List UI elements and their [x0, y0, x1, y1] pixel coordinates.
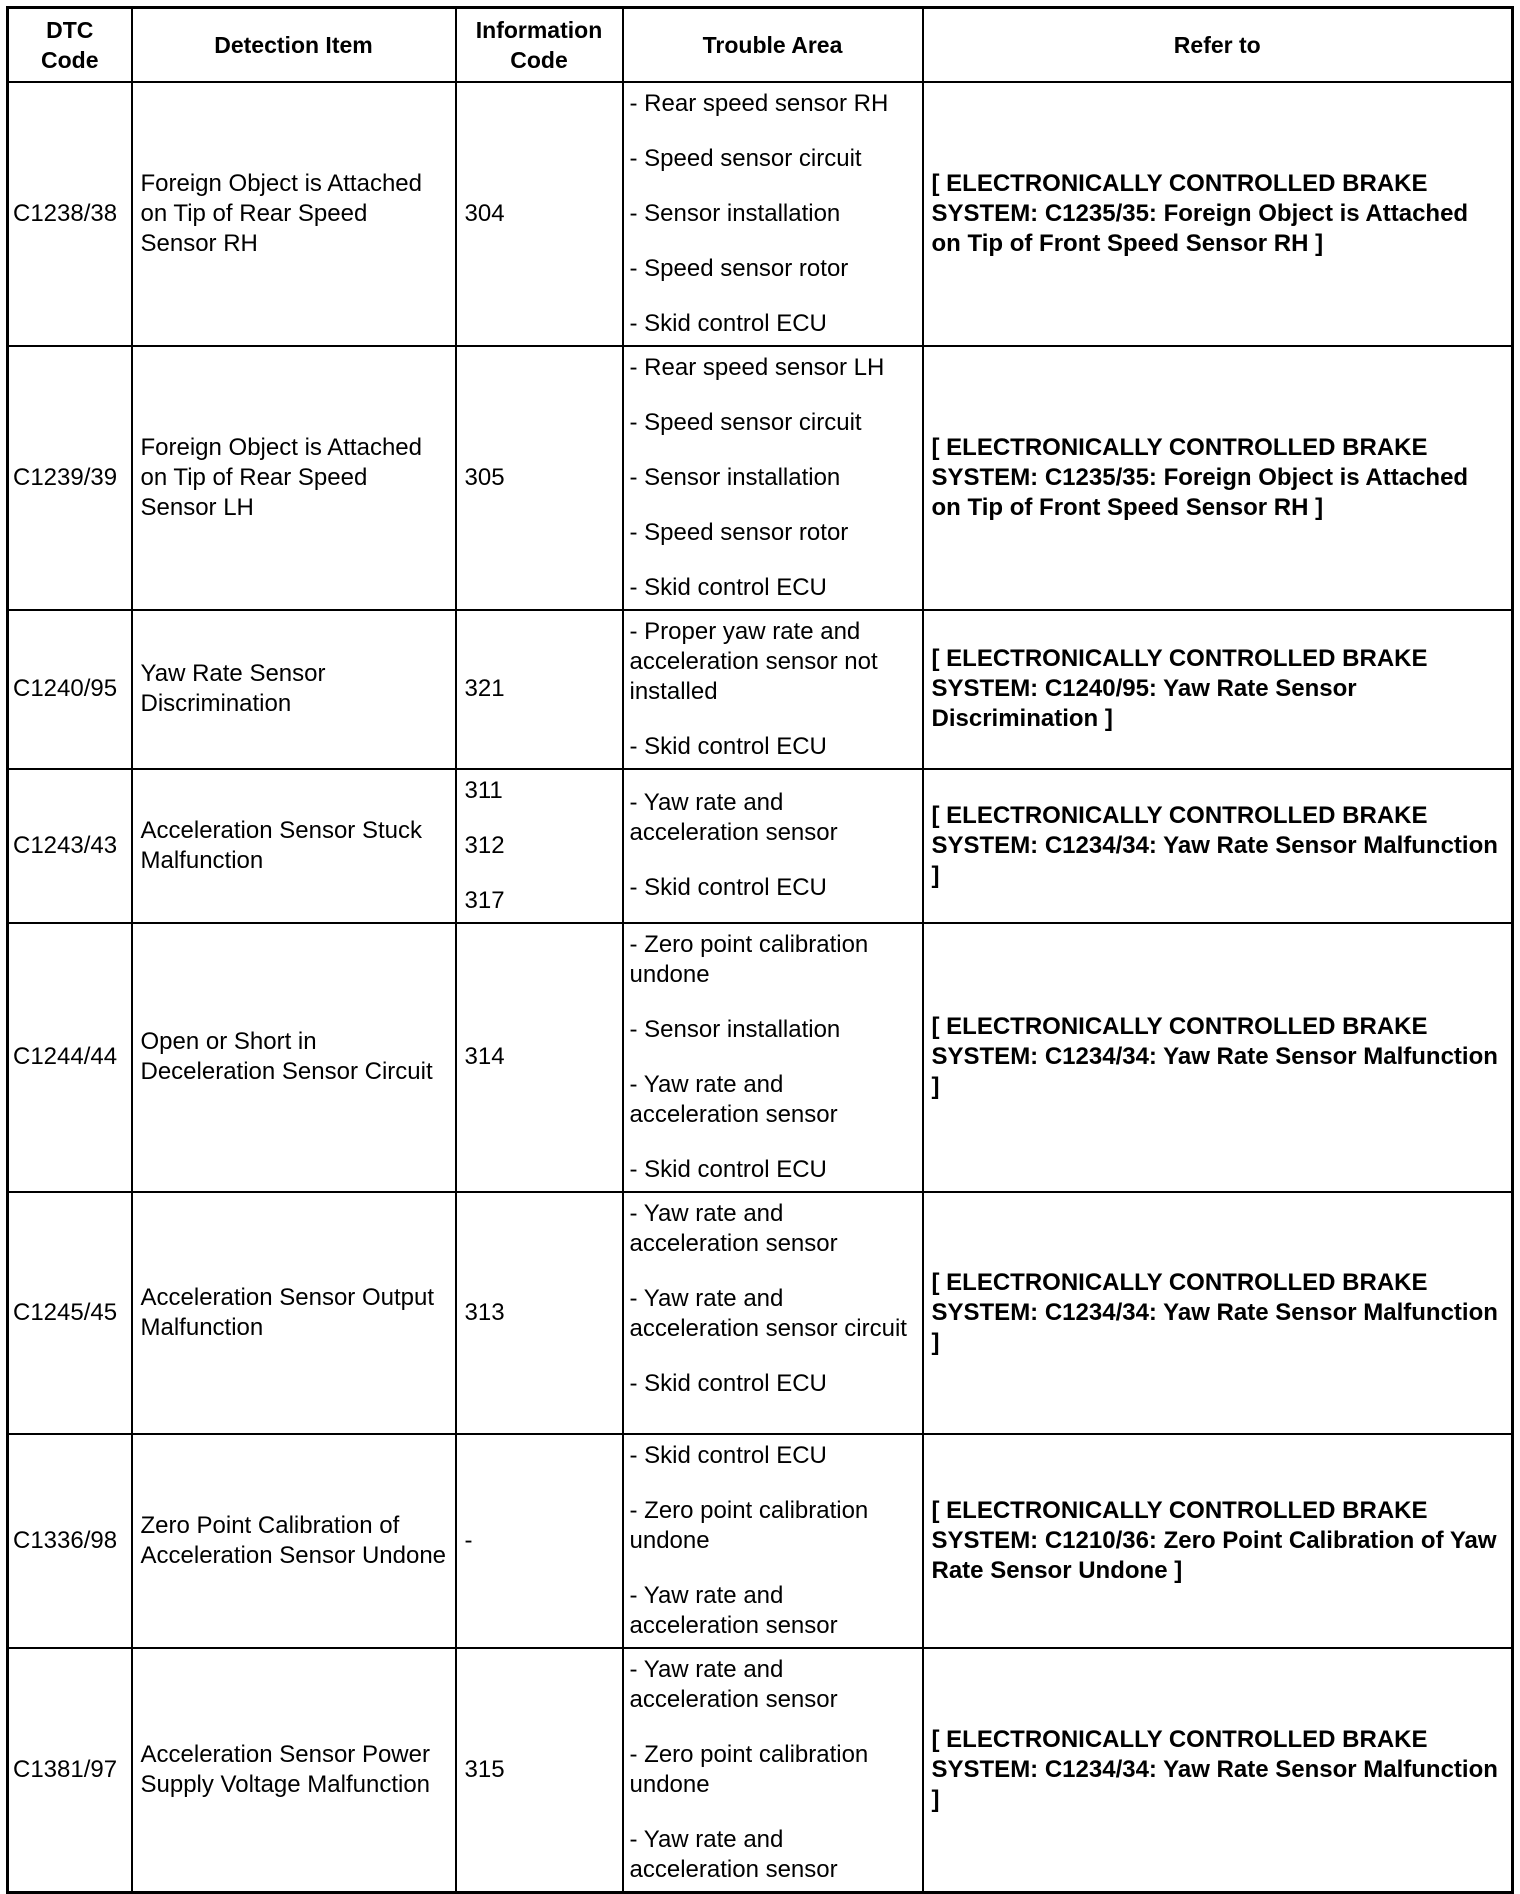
information-code: 312 [464, 831, 505, 859]
information-code: 313 [464, 1298, 505, 1326]
information-code-cell [456, 923, 623, 1192]
dtc-code-cell: C1336/98 [8, 1434, 132, 1648]
trouble-area-item: - Skid control ECU [629, 1155, 827, 1183]
table-row [8, 923, 1513, 1192]
trouble-area-cell [623, 1192, 923, 1434]
table-header [8, 8, 1513, 82]
dtc-code-cell: C1240/95 [8, 610, 132, 769]
trouble-area-cell [623, 923, 923, 1192]
trouble-area-item: - Speed sensor circuit [629, 144, 862, 172]
detection-item-cell: Yaw Rate Sensor Discrimination [132, 610, 456, 769]
table-row [8, 1648, 1513, 1893]
refer-to-link[interactable]: [ ELECTRONICALLY CONTROLLED BRAKE SYSTEM: C1234/34: Yaw Rate Sensor Malfunction ] [923, 769, 1513, 923]
detection-item-cell: Acceleration Sensor Output Malfunction [132, 1192, 456, 1434]
trouble-area-item: - Skid control ECU [629, 874, 827, 901]
detection-item-cell: Foreign Object is Attached on Tip of Rear Speed Sensor LH [132, 346, 456, 610]
trouble-area-item: - Speed sensor circuit [629, 408, 862, 436]
dtc-code-cell: C1244/44 [8, 923, 132, 1192]
refer-to-link[interactable]: [ ELECTRONICALLY CONTROLLED BRAKE SYSTEM: C1234/34: Yaw Rate Sensor Malfunction ] [923, 923, 1513, 1192]
detection-item-cell: Open or Short in Deceleration Sensor Circuit [132, 923, 456, 1192]
trouble-area-item: - Skid control ECU [629, 573, 827, 601]
dtc-code-cell: C1245/45 [8, 1192, 132, 1434]
trouble-area-item: - Zero point calibration undone [629, 1496, 869, 1554]
refer-to-link[interactable]: [ ELECTRONICALLY CONTROLLED BRAKE SYSTEM: C1235/35: Foreign Object is Attached on Tip of Front Speed Sensor RH ] [923, 82, 1513, 346]
information-code-cell [456, 1434, 623, 1648]
information-code-cell [456, 610, 623, 769]
trouble-area-cell [623, 1434, 923, 1648]
trouble-area-item: - Speed sensor rotor [629, 518, 849, 546]
dtc-code-cell: C1239/39 [8, 346, 132, 610]
information-code: - [464, 1526, 473, 1554]
information-code: 315 [464, 1755, 505, 1783]
trouble-area-item: - Sensor installation [629, 1015, 841, 1043]
refer-to-link[interactable]: [ ELECTRONICALLY CONTROLLED BRAKE SYSTEM: C1234/34: Yaw Rate Sensor Malfunction ] [923, 1192, 1513, 1434]
detection-item-cell: Acceleration Sensor Power Supply Voltage Malfunction [132, 1648, 456, 1893]
trouble-area-item: - Yaw rate and acceleration sensor [629, 1825, 838, 1883]
trouble-area-item: - Sensor installation [629, 199, 841, 227]
trouble-area-item: - Rear speed sensor RH [629, 89, 889, 117]
trouble-area-cell [623, 769, 923, 923]
information-code: 311 [464, 776, 503, 804]
header-refer-to: Refer to [923, 8, 1513, 82]
dtc-code-cell: C1381/97 [8, 1648, 132, 1893]
trouble-area-item: - Yaw rate and acceleration sensor [629, 1199, 838, 1257]
table-row [8, 1192, 1513, 1434]
information-code: 305 [464, 463, 505, 491]
table-row [8, 346, 1513, 610]
dtc-code-cell: C1238/38 [8, 82, 132, 346]
dtc-table [6, 6, 1514, 1894]
table-row [8, 82, 1513, 346]
trouble-area-cell [623, 82, 923, 346]
refer-to-link[interactable]: [ ELECTRONICALLY CONTROLLED BRAKE SYSTEM: C1234/34: Yaw Rate Sensor Malfunction ] [923, 1648, 1513, 1893]
detection-item-cell: Foreign Object is Attached on Tip of Rear Speed Sensor RH [132, 82, 456, 346]
header-detection-item: Detection Item [132, 8, 456, 82]
trouble-area-item: - Skid control ECU [629, 1441, 827, 1469]
header-trouble-area: Trouble Area [623, 8, 923, 82]
trouble-area-cell [623, 610, 923, 769]
information-code: 314 [464, 1043, 505, 1070]
trouble-area-item: - Skid control ECU [629, 1369, 827, 1397]
information-code-cell [456, 82, 623, 346]
information-code-cell [456, 1192, 623, 1434]
trouble-area-item: - Yaw rate and acceleration sensor [629, 1070, 838, 1128]
refer-to-link[interactable]: [ ELECTRONICALLY CONTROLLED BRAKE SYSTEM: C1210/36: Zero Point Calibration of Yaw Rate Sensor Undone ] [923, 1434, 1513, 1648]
trouble-area-item: - Sensor installation [629, 463, 841, 491]
trouble-area-item: - Skid control ECU [629, 309, 827, 337]
trouble-area-item: - Rear speed sensor LH [629, 353, 885, 381]
header-information-code: Information Code [456, 8, 623, 82]
trouble-area-cell [623, 346, 923, 610]
table-row [8, 769, 1513, 923]
trouble-area-item: - Yaw rate and acceleration sensor [629, 789, 838, 846]
trouble-area-item: - Speed sensor rotor [629, 254, 849, 282]
trouble-area-item: - Zero point calibration undone [629, 930, 869, 988]
refer-to-link[interactable]: [ ELECTRONICALLY CONTROLLED BRAKE SYSTEM: C1235/35: Foreign Object is Attached on Tip of Front Speed Sensor RH ] [923, 346, 1513, 610]
information-code-cell [456, 346, 623, 610]
information-code: 317 [464, 886, 505, 914]
header-row [8, 8, 1513, 82]
information-code-cell [456, 1648, 623, 1893]
information-code: 321 [464, 675, 505, 702]
trouble-area-cell [623, 1648, 923, 1893]
detection-item-cell: Acceleration Sensor Stuck Malfunction [132, 769, 456, 923]
trouble-area-item: - Proper yaw rate and acceleration sensor not installed [629, 617, 878, 705]
table-row [8, 1434, 1513, 1648]
table-row [8, 610, 1513, 769]
detection-item-cell: Zero Point Calibration of Acceleration Sensor Undone [132, 1434, 456, 1648]
dtc-code-cell: C1243/43 [8, 769, 132, 923]
refer-to-link[interactable]: [ ELECTRONICALLY CONTROLLED BRAKE SYSTEM: C1240/95: Yaw Rate Sensor Discrimination ] [923, 610, 1513, 769]
trouble-area-item: - Yaw rate and acceleration sensor [629, 1581, 838, 1639]
information-code: 304 [464, 199, 505, 227]
information-code-cell [456, 769, 623, 923]
trouble-area-item: - Yaw rate and acceleration sensor [629, 1655, 838, 1713]
header-dtc-code: DTC Code [8, 8, 132, 82]
trouble-area-item: - Zero point calibration undone [629, 1740, 869, 1798]
trouble-area-item: - Skid control ECU [629, 732, 827, 760]
trouble-area-item: - Yaw rate and acceleration sensor circuit [629, 1284, 907, 1342]
